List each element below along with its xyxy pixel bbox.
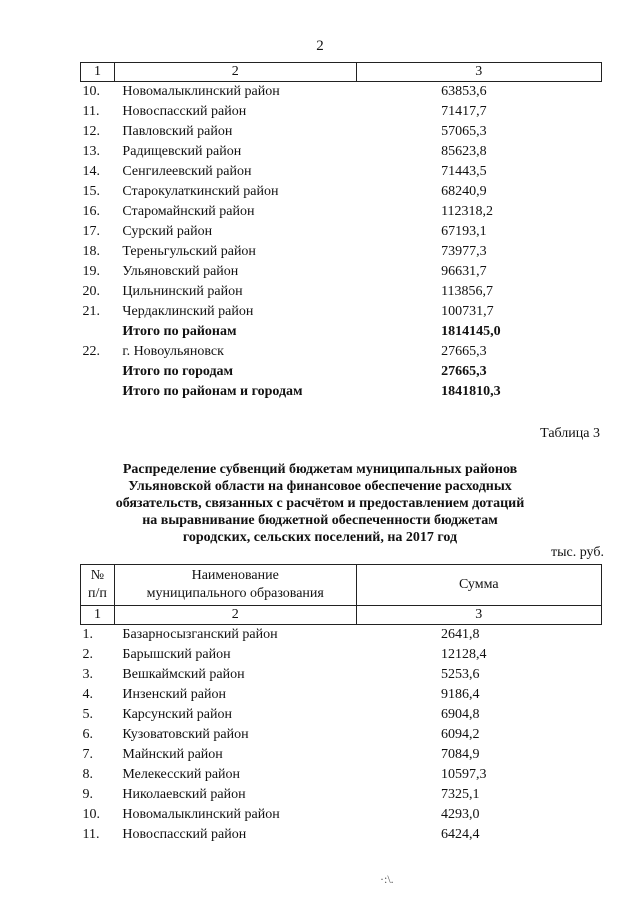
row-value: 1841810,3: [441, 384, 501, 399]
row-name: Барышский район: [122, 647, 231, 662]
table-row: [81, 322, 602, 342]
row-value: 4293,0: [441, 807, 480, 822]
column-number-3: 3: [356, 63, 601, 82]
table-row: [81, 122, 602, 142]
row-name: Тереньгульский район: [122, 244, 256, 259]
row-number: 22.: [82, 344, 100, 359]
row-number: 16.: [82, 204, 100, 219]
table-row: [81, 82, 602, 103]
row-value: 71417,7: [441, 104, 487, 119]
row-value: 96631,7: [441, 264, 487, 279]
column-number-3: 3: [356, 606, 601, 625]
row-number: 9.: [82, 787, 93, 802]
row-number: 8.: [82, 767, 93, 782]
title-line: Ульяновской области на финансовое обеспечение расходных: [128, 479, 512, 494]
row-number: 10.: [82, 84, 100, 99]
table-1-column-numbers: [81, 63, 602, 82]
units-label: тыс. руб.: [551, 545, 604, 560]
row-value: 67193,1: [441, 224, 487, 239]
row-value: 7325,1: [441, 787, 480, 802]
row-number: 6.: [82, 727, 93, 742]
row-name: г. Новоульяновск: [122, 344, 224, 359]
table-row: [81, 382, 602, 402]
table-row: [81, 625, 602, 646]
row-number: 15.: [82, 184, 100, 199]
table-row: [81, 342, 602, 362]
row-value: 12128,4: [441, 647, 487, 662]
table-3-title: [0, 461, 640, 546]
row-name: Кузоватовский район: [122, 727, 249, 742]
table-row: [81, 825, 602, 845]
row-number: 12.: [82, 124, 100, 139]
row-name: Инзенский район: [122, 687, 226, 702]
row-value: 85623,8: [441, 144, 487, 159]
row-name: Николаевский район: [122, 787, 246, 802]
table-1-body: [81, 82, 602, 403]
row-number: 21.: [82, 304, 100, 319]
table-row: [81, 102, 602, 122]
row-name: Майнский район: [122, 747, 223, 762]
column-number-1: 1: [81, 63, 115, 82]
row-value: 5253,6: [441, 667, 480, 682]
row-name: Чердаклинский район: [122, 304, 254, 319]
row-number: [81, 362, 115, 382]
table-row: [81, 302, 602, 322]
table-row: [81, 162, 602, 182]
row-number: 14.: [82, 164, 100, 179]
title-line: обязательств, связанных с расчётом и предоставлением дотаций: [115, 496, 525, 511]
title-line: городских, сельских поселений, на 2017 год: [182, 530, 458, 545]
row-name: Радищевский район: [122, 144, 242, 159]
row-value: 6904,8: [441, 707, 480, 722]
header-sum: Сумма: [356, 565, 601, 606]
row-number: 4.: [82, 687, 93, 702]
table-3-column-numbers: [81, 606, 602, 625]
table-row: [81, 202, 602, 222]
row-name: Ульяновский район: [122, 264, 239, 279]
table-row: [81, 725, 602, 745]
table-row: [81, 745, 602, 765]
column-number-2: 2: [114, 63, 356, 82]
row-value: 6424,4: [441, 827, 480, 842]
table-row: [81, 705, 602, 725]
row-name: Старокулаткинский район: [122, 184, 279, 199]
row-number: 11.: [82, 827, 100, 842]
row-number: [81, 322, 115, 342]
table-row: [81, 805, 602, 825]
row-value: 68240,9: [441, 184, 487, 199]
table-row: [81, 645, 602, 665]
row-name: Итого по районам: [122, 324, 237, 339]
row-number: 10.: [82, 807, 100, 822]
table-row: [81, 785, 602, 805]
row-number: 13.: [82, 144, 100, 159]
table-row: [81, 665, 602, 685]
row-value: 57065,3: [441, 124, 487, 139]
row-value: 71443,5: [441, 164, 487, 179]
table-3-header: [81, 565, 602, 606]
row-name: Вешкаймский район: [122, 667, 245, 682]
row-value: 100731,7: [441, 304, 494, 319]
row-value: 63853,6: [441, 84, 487, 99]
row-name: Новоспасский район: [122, 104, 247, 119]
table-row: [81, 222, 602, 242]
table-row: [81, 242, 602, 262]
row-number: 3.: [82, 667, 93, 682]
row-name: Сурский район: [122, 224, 213, 239]
table-3-body: [81, 625, 602, 846]
row-name: Базарносызганский район: [122, 627, 278, 642]
title-line: Распределение субвенций бюджетам муниципальных районов: [122, 462, 518, 477]
row-value: 6094,2: [441, 727, 480, 742]
row-value: 1814145,0: [441, 324, 501, 339]
title-line: на выравнивание бюджетной обеспеченности бюджетам: [142, 513, 498, 528]
row-value: 27665,3: [441, 344, 487, 359]
table-1-continued: [80, 62, 602, 402]
row-name: Итого по районам и городам: [122, 384, 303, 399]
row-name: Сенгилеевский район: [122, 164, 252, 179]
column-number-1: 1: [81, 606, 115, 625]
row-number: 1.: [82, 627, 93, 642]
table-3: [80, 564, 602, 845]
table-row: [81, 262, 602, 282]
table-row: [81, 282, 602, 302]
row-name: Цильнинский район: [122, 284, 243, 299]
row-number: 5.: [82, 707, 93, 722]
row-name: Новомалыклинский район: [122, 84, 280, 99]
page-number: 2: [316, 38, 324, 54]
row-value: 27665,3: [441, 364, 487, 379]
row-value: 10597,3: [441, 767, 487, 782]
table-3-label: Таблица 3: [540, 426, 600, 441]
row-value: 9186,4: [441, 687, 480, 702]
table-row: [81, 685, 602, 705]
row-number: 18.: [82, 244, 100, 259]
row-name: Новомалыклинский район: [122, 807, 280, 822]
row-value: 112318,2: [441, 204, 494, 219]
row-name: Павловский район: [122, 124, 233, 139]
row-value: 73977,3: [441, 244, 487, 259]
row-number: 7.: [82, 747, 93, 762]
row-value: 2641,8: [441, 627, 480, 642]
row-name: Итого по городам: [122, 364, 234, 379]
row-name: Новоспасский район: [122, 827, 247, 842]
scan-mark: ·:\.: [380, 872, 394, 886]
row-value: 113856,7: [441, 284, 494, 299]
row-number: 2.: [82, 647, 93, 662]
row-name: Старомайнский район: [122, 204, 255, 219]
table-row: [81, 362, 602, 382]
row-name: Мелекесский район: [122, 767, 241, 782]
row-number: 17.: [82, 224, 100, 239]
row-number: 11.: [82, 104, 100, 119]
table-row: [81, 142, 602, 162]
header-name: Наименование муниципального образования: [114, 565, 356, 606]
table-row: [81, 182, 602, 202]
row-number: 19.: [82, 264, 100, 279]
row-number: [81, 382, 115, 402]
column-number-2: 2: [114, 606, 356, 625]
row-value: 7084,9: [441, 747, 480, 762]
table-row: [81, 765, 602, 785]
row-name: Карсунский район: [122, 707, 233, 722]
header-number: № п/п: [81, 565, 115, 606]
row-number: 20.: [82, 284, 100, 299]
